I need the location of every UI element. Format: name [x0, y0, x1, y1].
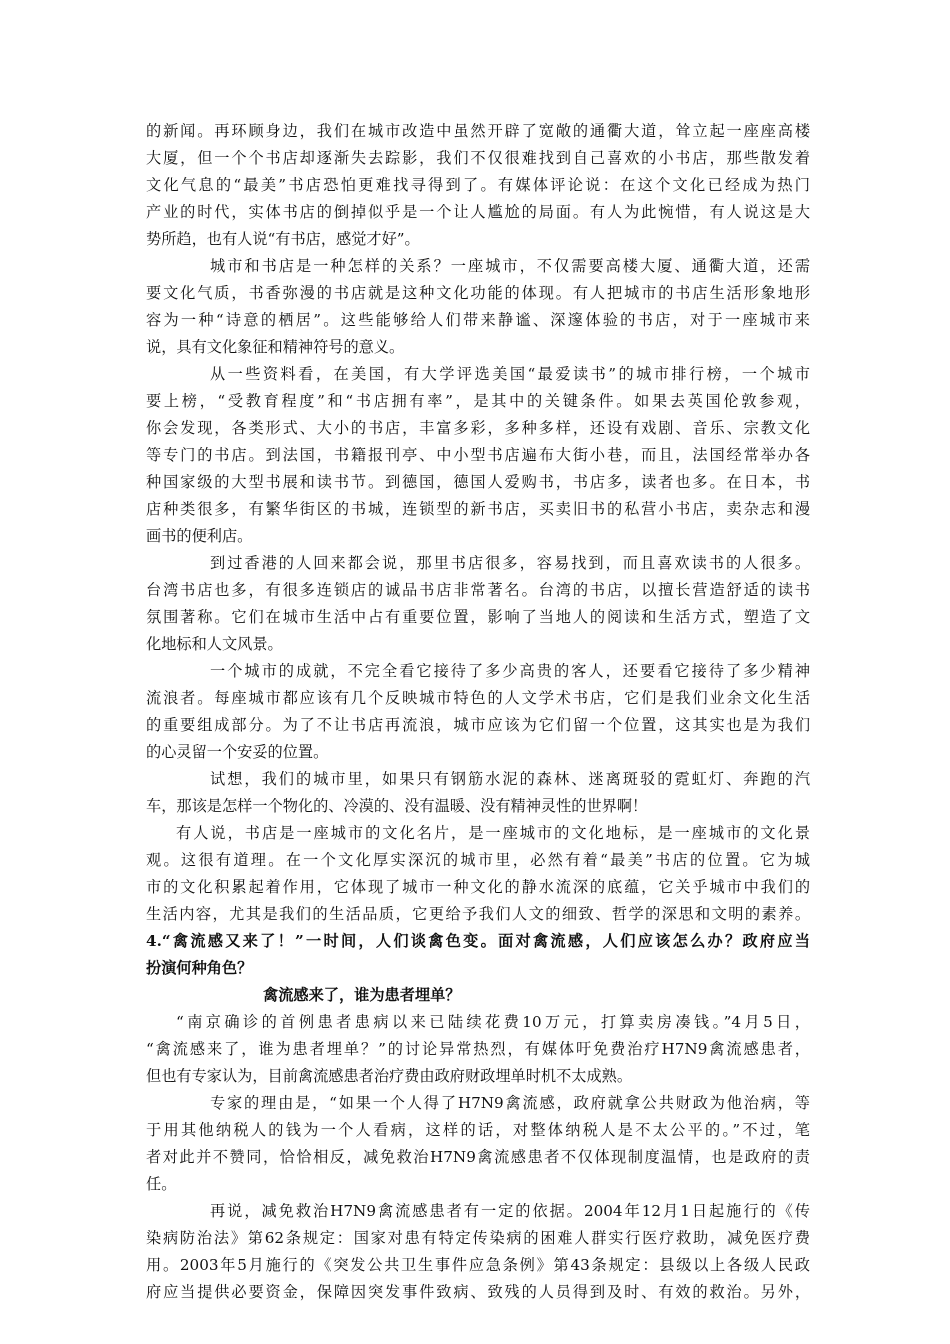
text-line: 的重要组成部分。为了不让书店再流浪，城市应该为它们留一个位置，这其实也是为我们 — [146, 716, 810, 734]
paragraph — [146, 550, 810, 658]
text-line: 任。 — [146, 1175, 177, 1193]
text-line: 专家的理由是，“如果一个人得了H7N9禽流感，政府就拿公共财政为他治病，等 — [210, 1094, 810, 1112]
paragraph — [146, 658, 810, 766]
text-line: 等专门的书店。到法国，书籍报刊亭、中小型书店遍布大街小巷，而且，法国经常举办各 — [146, 446, 810, 464]
paragraph — [146, 1090, 810, 1198]
text-line: 者对此并不赞同，恰恰相反，减免救治H7N9禽流感患者不仅体现制度温情，也是政府的责 — [146, 1148, 810, 1166]
text-line: 用。2003年5月施行的《突发公共卫生事件应急条例》第43条规定：县级以上各级人民政 — [146, 1256, 810, 1274]
text-line: 市的文化积累起着作用，它体现了城市一种文化的静水流深的底蕴，它关乎城市中我们的 — [146, 878, 810, 896]
text-line: 4.“禽流感又来了！”一时间，人们谈禽色变。面对禽流感，人们应该怎么办？政府应当 — [146, 932, 810, 950]
paragraph — [146, 118, 810, 253]
text-line: 大厦，但一个个书店却逐渐失去踪影，我们不仅很难找到自己喜欢的小书店，那些散发着 — [146, 149, 810, 167]
text-line: 流浪者。每座城市都应该有几个反映城市特色的人文学术书店，它们是我们业余文化生活 — [146, 689, 810, 707]
text-line: 扮演何种角色？ — [146, 959, 253, 977]
question-heading — [146, 928, 810, 982]
essay-title: 禽流感来了，谁为患者埋单？ — [263, 986, 461, 1004]
text-line: 台湾书店也多，有很多连锁店的诚品书店非常著名。台湾的书店，以擅长营造舒适的读书 — [146, 581, 810, 599]
text-line: 的心灵留一个安妥的位置。 — [146, 743, 329, 761]
text-line: 再说，减免救治H7N9禽流感患者有一定的依据。2004年12月1日起施行的《传 — [210, 1202, 810, 1220]
text-line: 要文化气质，书香弥漫的书店就是这种文化功能的体现。有人把城市的书店生活形象地形 — [146, 284, 810, 302]
text-line: 城市和书店是一种怎样的关系？一座城市，不仅需要高楼大厦、通衢大道，还需 — [210, 257, 810, 275]
text-line: 种国家级的大型书展和读书节。到德国，德国人爱购书，书店多，读者也多。在日本，书 — [146, 473, 810, 491]
text-line: 试想，我们的城市里，如果只有钢筋水泥的森林、迷离斑驳的霓虹灯、奔跑的汽 — [210, 770, 810, 788]
paragraph — [146, 820, 810, 928]
text-line: 容为一种“诗意的栖居”。这些能够给人们带来静谧、深邃体验的书店，对于一座城市来 — [146, 311, 810, 329]
text-line: 车，那该是怎样一个物化的、冷漠的、没有温暖、没有精神灵性的世界啊！ — [146, 797, 648, 815]
paragraph — [146, 253, 810, 361]
paragraph — [146, 1009, 810, 1090]
text-line: 势所趋，也有人说“有书店，感觉才好”。 — [146, 230, 420, 248]
text-line: 生活内容，尤其是我们的生活品质，它更给予我们人文的细致、哲学的深思和文明的素养。 — [146, 905, 810, 923]
text-line: 你会发现，各类形式、大小的书店，丰富多彩，多种多样，还设有戏剧、音乐、宗教文化 — [146, 419, 810, 437]
text-line: 说，具有文化象征和精神符号的意义。 — [146, 338, 405, 356]
text-line: 化地标和人文风景。 — [146, 635, 283, 653]
text-line: 于用其他纳税人的钱为一个人看病，这样的话，对整体纳税人是不太公平的。”不过，笔 — [146, 1121, 810, 1139]
text-line: 一个城市的成就，不完全看它接待了多少高贵的客人，还要看它接待了多少精神 — [210, 662, 810, 680]
text-line: 到过香港的人回来都会说，那里书店很多，容易找到，而且喜欢读书的人很多。 — [210, 554, 810, 572]
text-line: 观。这很有道理。在一个文化厚实深沉的城市里，必然有着“最美”书店的位置。它为城 — [146, 851, 810, 869]
text-line: 有人说，书店是一座城市的文化名片，是一座城市的文化地标，是一座城市的文化景 — [176, 824, 810, 842]
text-line: 文化气息的“最美”书店恐怕更难找寻得到了。有媒体评论说：在这个文化已经成为热门 — [146, 176, 810, 194]
paragraph — [146, 766, 810, 820]
text-line: 要上榜，“受教育程度”和“书店拥有率”，是其中的关键条件。如果去英国伦敦参观， — [146, 392, 810, 410]
text-line: 染病防治法》第62条规定：国家对患有特定传染病的困难人群实行医疗救助，减免医疗费 — [146, 1229, 810, 1247]
text-line: 产业的时代，实体书店的倒掉似乎是一个让人尴尬的局面。有人为此惋惜，有人说这是大 — [146, 203, 810, 221]
text-line: 从一些资料看，在美国，有大学评选美国“最爱读书”的城市排行榜，一个城市 — [210, 365, 810, 383]
text-line: “禽流感来了，谁为患者埋单？”的讨论异常热烈，有媒体吁免费治疗H7N9禽流感患者， — [146, 1040, 810, 1058]
paragraph — [146, 1198, 810, 1306]
text-line: 府应当提供必要资金，保障因突发事件致病、致残的人员得到及时、有效的救治。另外， — [146, 1283, 810, 1301]
document-page — [146, 118, 810, 1306]
paragraph — [146, 361, 810, 550]
text-line: “南京确诊的首例患者患病以来已陆续花费10万元，打算卖房凑钱。”4月5日， — [176, 1013, 810, 1031]
text-line: 氛围著称。它们在城市生活中占有重要位置，影响了当地人的阅读和生活方式，塑造了文 — [146, 608, 810, 626]
text-line: 店种类很多，有繁华街区的书城，连锁型的新书店，买卖旧书的私营小书店，卖杂志和漫 — [146, 500, 810, 518]
text-line: 的新闻。再环顾身边，我们在城市改造中虽然开辟了宽敞的通衢大道，耸立起一座座高楼 — [146, 122, 810, 140]
text-line: 画书的便利店。 — [146, 527, 253, 545]
text-line: 但也有专家认为，目前禽流感患者治疗费由政府财政埋单时机不太成熟。 — [146, 1067, 632, 1085]
